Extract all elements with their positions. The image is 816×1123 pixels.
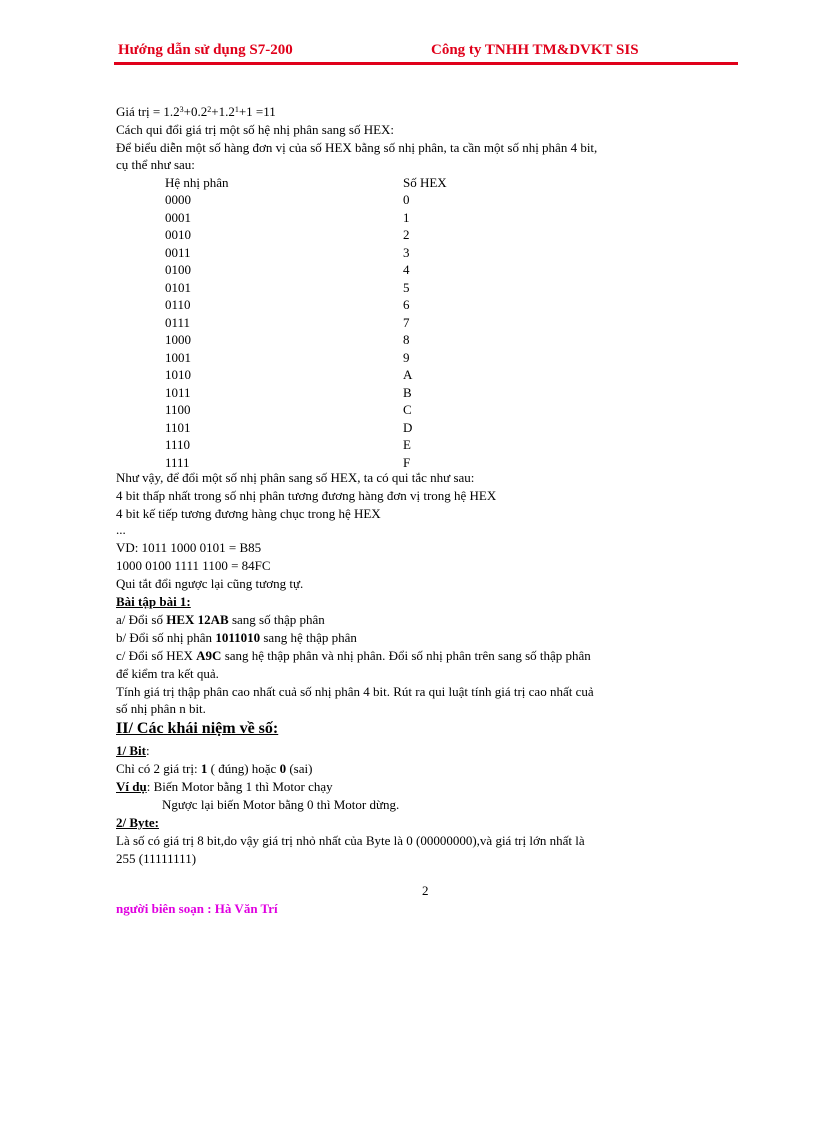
intro-line-1: Cách qui đổi giá trị một số hệ nhị phân sang số HEX:	[116, 122, 395, 137]
table-cell-binary: 0100	[165, 262, 191, 277]
exercise-d-line-2: số nhị phân n bit.	[116, 701, 206, 716]
page-number: 2	[422, 883, 429, 898]
footer-author: người biên soạn : Hà Văn Trí	[116, 901, 278, 916]
table-cell-binary: 1000	[165, 332, 191, 347]
table-cell-hex: A	[403, 367, 413, 382]
intro-line-3: cụ thể như sau:	[116, 157, 195, 172]
byte-line-1: Là số có giá trị 8 bit,do vậy giá trị nhỏ nhất của Byte là 0 (00000000),và giá trị lớn nhất là	[116, 833, 585, 848]
table-cell-hex: 0	[403, 192, 410, 207]
exercise-b: b/ Đổi số nhị phân 1011010 sang hệ thập phân	[116, 630, 357, 645]
table-cell-binary: 0101	[165, 280, 191, 295]
formula-line: Giá trị = $1.2^3+0.2^2+1.2^1+1 =11$	[116, 104, 276, 119]
bit-description: Chỉ có 2 giá trị: 1 ( đúng) hoặc 0 (sai)	[116, 761, 313, 776]
table-header-binary: Hệ nhị phân	[165, 175, 229, 190]
table-cell-hex: 6	[403, 297, 410, 312]
bit-example-line-2: Ngược lại biến Motor bằng 0 thì Motor dừng.	[162, 797, 400, 812]
bit-heading: 1/ Bit:	[116, 743, 150, 758]
example-line-1: VD: 1011 1000 0101 = B85	[116, 540, 262, 555]
table-cell-hex: 3	[403, 245, 410, 260]
table-cell-binary: 1011	[165, 385, 191, 400]
table-cell-binary: 1100	[165, 402, 191, 417]
table-cell-binary: 1101	[165, 420, 191, 435]
table-cell-binary: 1111	[165, 455, 190, 470]
table-cell-hex: F	[403, 455, 411, 470]
table-cell-hex: D	[403, 420, 413, 435]
header-company: Công ty TNHH TM&DVKT SIS	[431, 42, 639, 58]
exercise-d-line-1: Tính giá trị thập phân cao nhất cuả số nhị phân 4 bit. Rút ra qui luật tính giá trị cao nhất cuả	[116, 684, 594, 699]
table-cell-binary: 0000	[165, 192, 191, 207]
section-title: II/ Các khái niệm về số:	[116, 720, 279, 737]
rules-line-2: 4 bit thấp nhất trong số nhị phân tương đương hàng đơn vị trong hệ HEX	[116, 488, 497, 503]
table-cell-hex: 4	[403, 262, 410, 277]
table-cell-hex: 9	[403, 350, 410, 365]
table-cell-binary: 0010	[165, 227, 191, 242]
exercise-c: c/ Đổi số HEX A9C sang hệ thập phân và nhị phân. Đổi số nhị phân trên sang số thập phân	[116, 648, 591, 663]
table-cell-binary: 0111	[165, 315, 191, 330]
table-cell-hex: 2	[403, 227, 410, 242]
table-cell-binary: 0001	[165, 210, 191, 225]
table-cell-hex: C	[403, 402, 412, 417]
table-cell-hex: 7	[403, 315, 410, 330]
rules-ellipsis: ...	[116, 522, 126, 537]
header-divider	[114, 62, 738, 65]
rules-line-1: Như vậy, để đổi một số nhị phân sang số HEX, ta có qui tắc như sau:	[116, 470, 475, 485]
table-cell-hex: B	[403, 385, 412, 400]
bit-example: Ví dụ: Biến Motor bằng 1 thì Motor chạy	[116, 779, 333, 794]
exercise-a: a/ Đổi số HEX 12AB sang số thập phân	[116, 612, 325, 627]
byte-heading: 2/ Byte:	[116, 815, 159, 830]
table-cell-hex: 1	[403, 210, 410, 225]
byte-line-2: 255 (11111111)	[116, 851, 197, 866]
rules-line-3: 4 bit kế tiếp tương đương hàng chục trong hệ HEX	[116, 506, 381, 521]
exercise-title: Bài tập bài 1:	[116, 594, 191, 609]
reverse-rule-line: Qui tắt đổi ngược lại cũng tương tự.	[116, 576, 304, 591]
table-cell-hex: E	[403, 437, 411, 452]
table-cell-binary: 0110	[165, 297, 191, 312]
table-cell-hex: 8	[403, 332, 410, 347]
exercise-c-line-2: để kiểm tra kết quả.	[116, 666, 219, 681]
table-cell-binary: 1110	[165, 437, 191, 452]
intro-line-2: Để biểu diễn một số hàng đơn vị của số HEX bằng số nhị phân, ta cần một số nhị phân 4 bit,	[116, 140, 598, 155]
example-line-2: 1000 0100 1111 1100 = 84FC	[116, 558, 271, 573]
header-doc-title: Hướng dẫn sử dụng S7-200	[118, 42, 293, 58]
table-cell-binary: 1001	[165, 350, 191, 365]
table-header-hex: Số HEX	[403, 175, 447, 190]
table-cell-hex: 5	[403, 280, 410, 295]
table-cell-binary: 1010	[165, 367, 191, 382]
table-cell-binary: 0011	[165, 245, 191, 260]
